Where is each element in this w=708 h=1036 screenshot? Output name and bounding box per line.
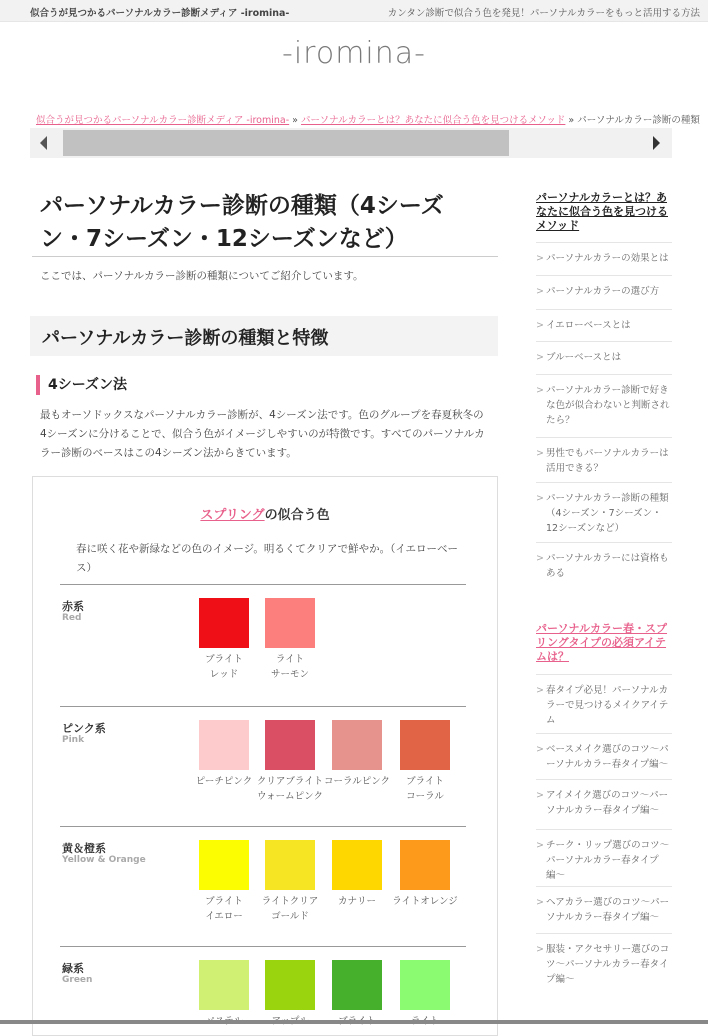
section-heading: パーソナルカラー診断の種類と特徴 [30,316,498,356]
sidebar-link[interactable]: > パーソナルカラーには資格もある [536,551,672,581]
color-swatch-label: ライトオレンジ [392,896,458,907]
color-group-name: 赤系 [62,600,84,613]
color-swatch-label: コーラルピンク [323,776,391,787]
sidebar-link[interactable]: > アイメイク選びのコツ〜パーソナルカラー春タイプ編〜 [536,788,672,818]
breadcrumb-separator: » [289,115,302,126]
color-swatch [332,960,382,1010]
sidebar-divider [536,309,672,310]
breadcrumb [36,112,700,126]
spring-link[interactable]: スプリング [200,508,265,523]
article-intro: ここでは、パーソナルカラー診断の種類についてご紹介しています。 [40,270,364,282]
color-swatch [265,598,315,648]
sidebar-divider [536,733,672,734]
color-swatch-label: ピーチピンク [195,776,253,787]
breadcrumb-category[interactable]: パーソナルカラーとは？あなたに似合う色を見つけるメソッド [301,115,566,126]
sidebar-divider [536,829,672,830]
sidebar-divider [536,242,672,243]
color-swatch [199,960,249,1010]
sidebar-divider [536,374,672,375]
sidebar-divider [536,779,672,780]
color-group-name: ピンク系 [62,722,106,735]
sidebar-link[interactable]: > パーソナルカラー診断で好きな色が似合わないと判断されたら？ [536,383,672,428]
sidebar-divider [536,886,672,887]
subsection-heading: 4シーズン法 [36,375,127,395]
sidebar-divider [536,542,672,543]
sidebar-link[interactable]: > ベースメイク選びのコツ〜パーソナルカラー春タイプ編〜 [536,742,672,772]
sidebar-divider [536,933,672,934]
color-group-english: Yellow & Orange [62,855,146,865]
scrollbar-thumb[interactable] [63,130,509,156]
site-logo[interactable]: -iromina- [282,36,426,71]
color-swatch [199,840,249,890]
breadcrumb-current: パーソナルカラー診断の種類 [577,115,700,126]
scroll-left-arrow-icon[interactable] [40,136,47,150]
sidebar-link[interactable]: > ブルーベースとは [536,350,672,365]
sidebar-divider [536,437,672,438]
horizontal-scrollbar[interactable] [30,128,672,158]
scroll-right-arrow-icon[interactable] [653,136,660,150]
sidebar-link[interactable]: > パーソナルカラーの効果とは [536,251,672,266]
sidebar-link[interactable]: > 春タイプ必見！パーソナルカラーで見つけるメイクアイテム [536,683,672,728]
color-swatch-label: ライトクリア ゴールド [261,896,319,922]
color-group-english: Red [62,613,82,623]
color-group-english: Green [62,975,93,985]
sidebar-divider [536,275,672,276]
color-swatch-label: ブライト コーラル [406,776,444,802]
top-bar [0,0,708,22]
window-bottom-edge [0,1020,708,1024]
color-swatch-label: ブライト レッド [205,654,243,680]
sidebar-heading-link[interactable]: パーソナルカラーとは？あなたに似合う色を見つけるメソッド [536,191,668,232]
color-group-english: Pink [62,735,85,745]
color-group-name: 緑系 [62,962,84,975]
color-swatch [199,598,249,648]
article-paragraph: 最もオーソドックスなパーソナルカラー診断が、4シーズン法です。色のグループを春夏秋冬の4シーズンに分けることで、似合う色がイメージしやすいのが特徴です。すべてのパーソナルカラー診断のベースはこの4シーズン法からきています。 [40,409,485,459]
spring-box-description: 春に咲く花や新緑などの色のイメージ。明るくてクリアで鮮やか。（イエローベース） [76,543,458,574]
site-tagline[interactable]: 似合うが見つかるパーソナルカラー診断メディア -iromina- [30,8,290,19]
color-swatch-label: ブライト イエロー [205,896,243,922]
title-divider [32,256,498,257]
sidebar-heading-1 [536,191,672,233]
color-swatch [265,840,315,890]
top-link[interactable]: カンタン診断で似合う色を発見！パーソナルカラーをもっと活用する方法 [387,8,700,19]
sidebar-link[interactable]: > チーク・リップ選びのコツ〜パーソナルカラー春タイプ編〜 [536,838,672,883]
color-swatch [265,960,315,1010]
article-title: パーソナルカラー診断の種類（4シーズン・7シーズン・12シーズンなど） [40,193,444,252]
sidebar-link[interactable]: > パーソナルカラー診断の種類（4シーズン・7シーズン・12シーズンなど） [536,491,672,536]
color-swatch [400,960,450,1010]
sidebar-link[interactable]: > パーソナルカラーの選び方 [536,284,672,299]
color-group-name: 黄＆橙系 [62,842,106,855]
color-swatch [199,720,249,770]
sidebar-heading-link[interactable]: パーソナルカラー春・スプリングタイプの必須アイテムは？ [536,622,668,663]
sidebar-divider [536,341,672,342]
sidebar-link[interactable]: > ヘアカラー選びのコツ〜パーソナルカラー春タイプ編〜 [536,895,672,925]
color-swatch [332,720,382,770]
spring-box-title [0,504,530,523]
sidebar-link[interactable]: > 服装・アクセサリー選びのコツ〜パーソナルカラー春タイプ編〜 [536,942,672,987]
sidebar-divider [536,674,672,675]
color-swatch [400,840,450,890]
group-divider [60,584,466,585]
sidebar-divider [536,482,672,483]
group-divider [60,706,466,707]
color-swatch-label: カナリー [337,896,376,907]
sidebar-link[interactable]: > 男性でもパーソナルカラーは活用できる？ [536,446,672,476]
color-swatch-label: クリアブライト ウォームピンク [256,776,324,802]
breadcrumb-separator: » [565,115,578,126]
color-swatch-label: ライト サーモン [270,654,309,680]
group-divider [60,946,466,947]
breadcrumb-home[interactable]: 似合うが見つかるパーソナルカラー診断メディア -iromina- [36,115,290,126]
spring-box-title-rest: の似合う色 [264,508,330,523]
sidebar-link[interactable]: > イエローベースとは [536,318,672,333]
group-divider [60,826,466,827]
color-swatch [332,840,382,890]
color-swatch [400,720,450,770]
sidebar-heading-2 [536,622,672,664]
color-swatch [265,720,315,770]
